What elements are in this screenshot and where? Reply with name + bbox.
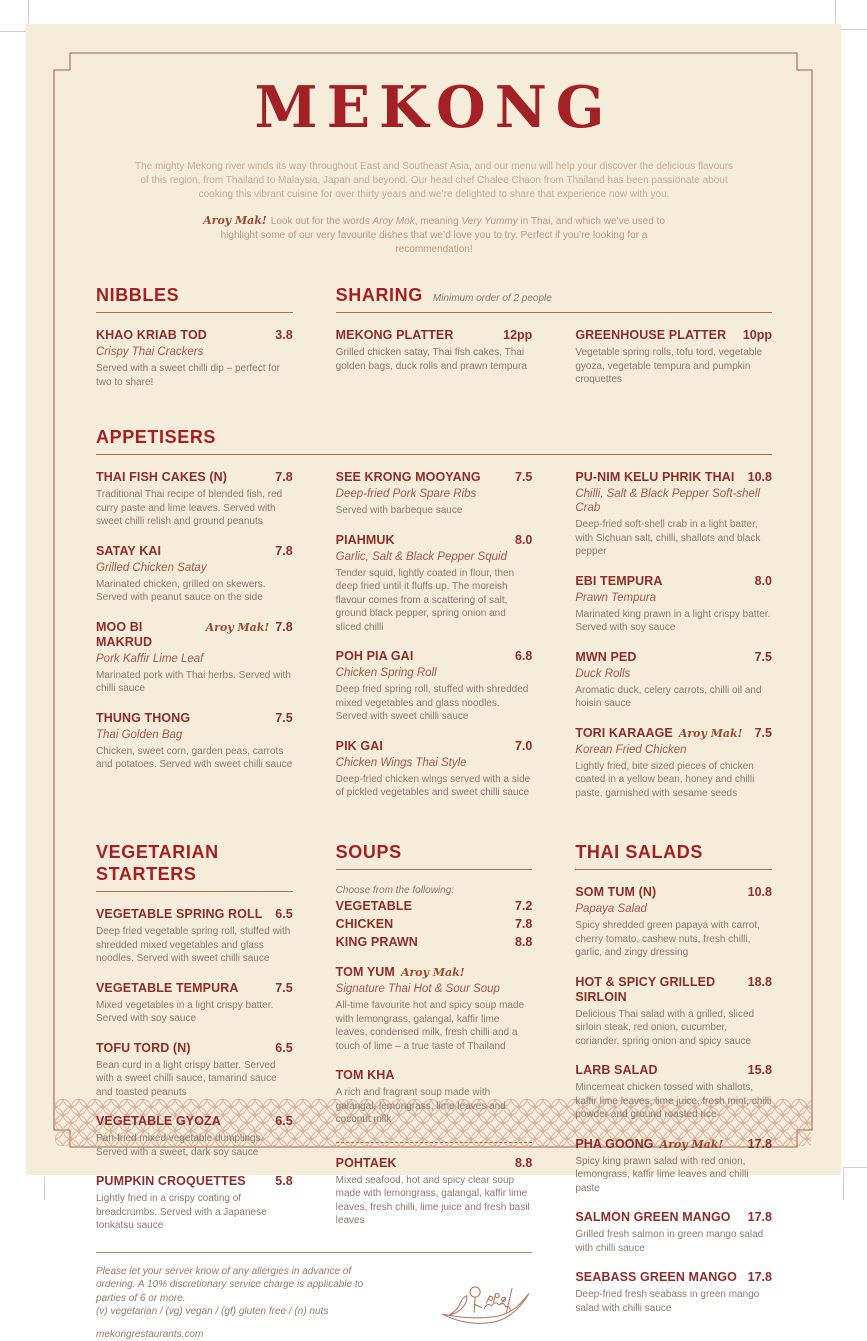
item-subtitle: Prawn Tempura — [575, 591, 772, 605]
menu-item-mekong-platter — [336, 328, 533, 387]
footer — [96, 1252, 532, 1341]
menu-item-khao-kriab-tod — [96, 328, 293, 389]
item-price: 6.5 — [275, 1114, 292, 1129]
item-subtitle: Korean Fried Chicken — [575, 743, 772, 757]
menu-body — [96, 284, 772, 1341]
menu-item-salmon-green-mango — [575, 1210, 772, 1255]
item-name: THAI FISH CAKES (N) — [96, 470, 233, 485]
aroy-mak-badge: Aroy Mak! — [660, 1137, 730, 1152]
menu-item-thung-thong — [96, 711, 293, 772]
menu-item-pumpkin-croquettes — [96, 1174, 293, 1233]
item-name: PIK GAI — [336, 739, 389, 754]
item-price: 3.8 — [275, 328, 292, 343]
item-price: 7.5 — [755, 650, 772, 665]
item-price: 7.8 — [515, 917, 532, 932]
item-price: 6.8 — [515, 649, 532, 664]
menu-item-vegetable-gyoza — [96, 1114, 293, 1159]
item-name: POHTAEK — [336, 1156, 403, 1171]
item-price: 17.8 — [748, 1270, 772, 1285]
menu-item-mwn-ped — [575, 650, 772, 711]
menu-item-tom-kha — [336, 1068, 533, 1127]
item-price: 10.8 — [748, 885, 772, 900]
menu-item-som-tum — [575, 885, 772, 960]
item-description: Spicy shredded green papaya with carrot, cherry tomato, cashew nuts, fresh chilli, garlic, and zingy dressing — [575, 919, 772, 960]
aroy-mak-label: Aroy Mak! — [203, 214, 267, 227]
item-price: 10pp — [743, 328, 772, 343]
item-price: 7.5 — [755, 726, 772, 741]
item-name: PIAHMUK — [336, 533, 401, 548]
item-name: MOO BI MAKRUD — [96, 620, 206, 650]
menu-item-tom-yum — [336, 965, 533, 1053]
item-description: Marinated king prawn in a light crispy batter. Served with soy sauce — [575, 608, 772, 635]
section-appetisers — [96, 426, 772, 815]
note-italic: Aroy Mok — [373, 216, 415, 227]
item-description: Mincemeat chicken tossed with shallots, kaffir lime leaves, lime juice, fresh mint, chilli powder and ground roasted rice — [575, 1081, 772, 1122]
section-title: NIBBLES — [96, 284, 179, 306]
section-rule — [96, 891, 293, 892]
item-description: Deep-fried soft-shell crab in a light batter, with Sichuan salt, chilli, shallots and black pepper — [575, 518, 772, 559]
note-text: in Thai, and which we’ve used to highlight some of our very favourite dishes that we’d love you to try. Perfect if you’re looking for a recommendation! — [221, 216, 665, 255]
item-description: Served with barbeque sauce — [336, 504, 533, 518]
menu-item-ebi-tempura — [575, 574, 772, 635]
item-description: Vegetable spring rolls, tofu tord, vegetable gyoza, vegetable tempura and pumpkin croquettes — [575, 346, 772, 387]
item-price: 10.8 — [748, 470, 772, 485]
item-subtitle: Garlic, Salt & Black Pepper Squid — [336, 550, 533, 564]
item-description: Traditional Thai recipe of blended fish, red curry paste and lime leaves. Served with sweet chilli relish and ground peanuts — [96, 488, 293, 529]
item-name: SOM TUM (N) — [575, 885, 662, 900]
item-description: A rich and fragrant soup made with galangal, lemongrass, lime leaves and coconut milk — [336, 1086, 533, 1127]
section-rule — [96, 454, 772, 455]
section-thai-salads — [575, 841, 772, 1341]
item-name: VEGETABLE — [336, 899, 418, 914]
soup-option-vegetable — [336, 899, 533, 914]
menu-item-seabass-green-mango — [575, 1270, 772, 1315]
item-name: TOFU TORD (N) — [96, 1041, 197, 1056]
item-subtitle: Deep-fried Pork Spare Ribs — [336, 487, 533, 501]
menu-item-vegetable-tempura — [96, 981, 293, 1026]
item-description: Marinated chicken, grilled on skewers. Served with peanut sauce on the side — [96, 578, 293, 605]
page-edge-artifact — [0, 31, 28, 32]
menu-item-satay-kai — [96, 544, 293, 605]
item-description: Aromatic duck, celery carrots, chilli oil and hoisin sauce — [575, 684, 772, 711]
soup-option-chicken — [336, 917, 533, 932]
menu-item-tori-karaage — [575, 726, 772, 801]
item-subtitle: Thai Golden Bag — [96, 728, 293, 742]
item-description: Spicy king prawn salad with red onion, lemongrass, kaffir lime leaves and chilli paste — [575, 1155, 772, 1196]
item-name: GREENHOUSE PLATTER — [575, 328, 732, 343]
allergy-note: Please let your server know of any allergies in advance of ordering. A 10% discretionary service charge is applicable to parties of 6 or more. — [96, 1265, 368, 1306]
item-name: MWN PED — [575, 650, 642, 665]
menu-item-thai-fish-cakes — [96, 470, 293, 529]
section-rule — [575, 869, 772, 870]
item-price: 5.8 — [275, 1174, 292, 1189]
item-price: 7.2 — [515, 899, 532, 914]
menu-item-poh-pia-gai — [336, 649, 533, 724]
item-name: SATAY KAI — [96, 544, 167, 559]
section-title: VEGETARIAN STARTERS — [96, 841, 293, 885]
item-price: 12pp — [503, 328, 532, 343]
menu-item-pu-nim-kelu-phrik-thai — [575, 470, 772, 559]
item-subtitle: Duck Rolls — [575, 667, 772, 681]
website-url: mekongrestaurants.com — [96, 1328, 368, 1341]
appetisers-column-1 — [96, 470, 293, 815]
menu-item-larb-salad — [575, 1063, 772, 1122]
page-edge-artifact — [843, 1167, 867, 1168]
item-description: Grilled fresh salmon in green mango salad with chilli sauce — [575, 1228, 772, 1255]
soup-options — [336, 885, 533, 950]
section-rule — [336, 312, 772, 313]
soup-option-king-prawn — [336, 935, 533, 950]
item-price: 15.8 — [748, 1063, 772, 1078]
menu-item-hot-spicy-grilled-sirloin — [575, 975, 772, 1049]
item-name: PUMPKIN CROQUETTES — [96, 1174, 252, 1189]
note-text: Look out for the words — [271, 216, 373, 227]
item-name: VEGETABLE SPRING ROLL — [96, 907, 268, 922]
item-price: 7.8 — [275, 470, 292, 485]
dashed-divider — [336, 1142, 533, 1143]
item-price: 7.5 — [275, 711, 292, 726]
item-subtitle: Papaya Salad — [575, 902, 772, 916]
restaurant-title: MEKONG — [96, 78, 772, 138]
note-italic: Very Yummy — [461, 216, 517, 227]
menu-page — [26, 24, 841, 1175]
footer-text — [96, 1265, 368, 1341]
page-edge-artifact — [843, 1167, 844, 1200]
footer-rule — [96, 1252, 532, 1253]
appetisers-column-2 — [336, 470, 533, 815]
item-description: Pan-fried mixed vegetable dumplings. Served with a sweet, dark soy sauce — [96, 1132, 293, 1159]
item-subtitle: Chicken Spring Roll — [336, 666, 533, 680]
item-name: TOM YUM — [336, 965, 401, 980]
section-title: APPETISERS — [96, 426, 216, 448]
item-name: HOT & SPICY GRILLED SIRLOIN — [575, 975, 747, 1005]
item-description: Mixed seafood, hot and spicy clear soup made with lemongrass, galangal, kaffir lime leaves, fresh chilli, lime juice and fresh basil leaves — [336, 1174, 533, 1228]
aroy-mak-badge: Aroy Mak! — [401, 965, 471, 980]
intro-paragraph: The mighty Mekong river winds its way throughout East and Southeast Asia, and our menu will help your discover the delicious flavours of this region, from Thailand to Malaysia, Japan and beyond. Our head chef Chalee Chaon from Thailand has been passionate about cooking this vibrant cuisine for over thirty years and we’re delighted to share that experience now with you. — [133, 160, 735, 202]
item-subtitle: Pork Kaffir Lime Leaf — [96, 652, 293, 666]
item-price: 8.8 — [515, 1156, 532, 1171]
item-price: 8.0 — [515, 533, 532, 548]
item-name: TOM KHA — [336, 1068, 401, 1083]
section-soups — [336, 841, 533, 1248]
item-name: EBI TEMPURA — [575, 574, 668, 589]
item-subtitle: Chilli, Salt & Black Pepper Soft-shell Crab — [575, 487, 772, 515]
item-description: Lightly fried, bite sized pieces of chicken coated in a yellow bean, honey and chilli paste, garnished with sesame seeds — [575, 760, 772, 801]
item-description: Marinated pork with Thai herbs. Served with chilli sauce — [96, 669, 293, 696]
item-price: 17.8 — [748, 1137, 772, 1152]
section-nibbles — [96, 284, 293, 404]
item-price: 17.8 — [748, 1210, 772, 1225]
item-name: VEGETABLE TEMPURA — [96, 981, 244, 996]
appetisers-column-3 — [575, 470, 772, 815]
item-price: 8.0 — [755, 574, 772, 589]
item-description: Mixed vegetables in a light crispy batter. Served with soy sauce — [96, 999, 293, 1026]
item-subtitle: Crispy Thai Crackers — [96, 345, 293, 359]
item-description: Deep-fried chicken wings served with a side of pickled vegetables and sweet chilli sauce — [336, 773, 533, 800]
menu-item-pik-gai — [336, 739, 533, 800]
section-title: SOUPS — [336, 841, 402, 863]
aroy-mak-badge: Aroy Mak! — [679, 726, 749, 741]
item-description: Grilled chicken satay, Thai fish cakes, Thai golden bags, duck rolls and prawn tempura — [336, 346, 533, 373]
item-price: 7.5 — [515, 470, 532, 485]
section-rule — [336, 869, 533, 870]
item-description: Deep fried vegetable spring roll, stuffed with shredded mixed vegetables and glass noodles. Served with sweet chilli sauce — [96, 925, 293, 966]
soup-choose-label: Choose from the following: — [336, 885, 533, 896]
item-name: PHA GOONG — [575, 1137, 659, 1152]
menu-item-greenhouse-platter — [575, 328, 772, 387]
item-description: Deep-fried fresh seabass in green mango salad with chilli sauce — [575, 1288, 772, 1315]
item-name: KHAO KRIAB TOD — [96, 328, 213, 343]
menu-item-pohtaek — [336, 1156, 533, 1228]
item-description: All-time favourite hot and spicy soup made with lemongrass, galangal, kaffir lime leaves, condensed milk, fresh chilli and a touch of lime – a true taste of Thailand — [336, 999, 533, 1053]
item-price: 7.5 — [275, 981, 292, 996]
menu-item-tofu-tord — [96, 1041, 293, 1100]
menu-item-see-krong-mooyang — [336, 470, 533, 518]
item-price: 8.8 — [515, 935, 532, 950]
item-name: VEGETABLE GYOZA — [96, 1114, 227, 1129]
item-subtitle: Signature Thai Hot & Sour Soup — [336, 982, 533, 996]
item-name: MEKONG PLATTER — [336, 328, 460, 343]
menu-item-moo-bi-makrud — [96, 620, 293, 696]
item-description: Lightly fried in a crispy coating of breadcrumbs. Served with a Japanese tonkatsu sauce — [96, 1192, 293, 1233]
item-description: Bean curd in a light crispy batter. Served with a sweet chilli sauce, tamarind sauce and toasted peanuts — [96, 1059, 293, 1100]
item-name: SEE KRONG MOOYANG — [336, 470, 487, 485]
item-description: Tender squid, lightly coated in flour, then deep fried until it fluffs up. The moreish flavour comes from a scattering of salt, ground black pepper, spring onion and sliced chilli — [336, 567, 533, 635]
section-note: Minimum order of 2 people — [433, 293, 552, 304]
item-name: LARB SALAD — [575, 1063, 663, 1078]
item-price: 6.5 — [275, 1041, 292, 1056]
section-title: SHARING — [336, 284, 423, 306]
item-description: Delicious Thai salad with a grilled, sliced sirloin steak, red onion, cucumber, coriander, spring onion and spicy sauce — [575, 1008, 772, 1049]
item-name: TORI KARAAGE — [575, 726, 679, 741]
boat-illustration — [440, 1273, 532, 1335]
item-price: 7.8 — [275, 620, 292, 635]
item-name: PU-NIM KELU PHRIK THAI — [575, 470, 740, 485]
dietary-key: (v) vegetarian / (vg) vegan / (gf) gluten free / (n) nuts — [96, 1305, 368, 1319]
menu-item-pha-goong — [575, 1137, 772, 1196]
section-vegetarian-starters — [96, 841, 293, 1248]
item-name: SEABASS GREEN MANGO — [575, 1270, 743, 1285]
item-price: 18.8 — [748, 975, 772, 990]
item-name: POH PIA GAI — [336, 649, 420, 664]
item-price: 7.8 — [275, 544, 292, 559]
menu-item-piahmuk — [336, 533, 533, 635]
item-description: Served with a sweet chilli dip – perfect for two to share! — [96, 362, 293, 389]
item-price: 7.0 — [515, 739, 532, 754]
item-description: Deep fried spring roll, stuffed with shredded mixed vegetables and glass noodles. Served with sweet chilli sauce — [336, 683, 533, 724]
item-name: THUNG THONG — [96, 711, 196, 726]
item-subtitle: Grilled Chicken Satay — [96, 561, 293, 575]
item-name: SALMON GREEN MANGO — [575, 1210, 736, 1225]
section-sharing — [336, 284, 772, 404]
item-description: Chicken, sweet corn, garden peas, carrots and potatoes. Served with sweet chilli sauce — [96, 745, 293, 772]
item-subtitle: Chicken Wings Thai Style — [336, 756, 533, 770]
menu-item-vegetable-spring-roll — [96, 907, 293, 966]
item-price: 6.5 — [275, 907, 292, 922]
item-name: KING PRAWN — [336, 935, 424, 950]
aroy-mak-badge: Aroy Mak! — [206, 620, 276, 635]
section-rule — [96, 312, 293, 313]
item-name: CHICKEN — [336, 917, 400, 932]
aroy-mak-note — [199, 214, 669, 257]
note-text: , meaning — [415, 216, 462, 227]
section-title: THAI SALADS — [575, 841, 703, 863]
